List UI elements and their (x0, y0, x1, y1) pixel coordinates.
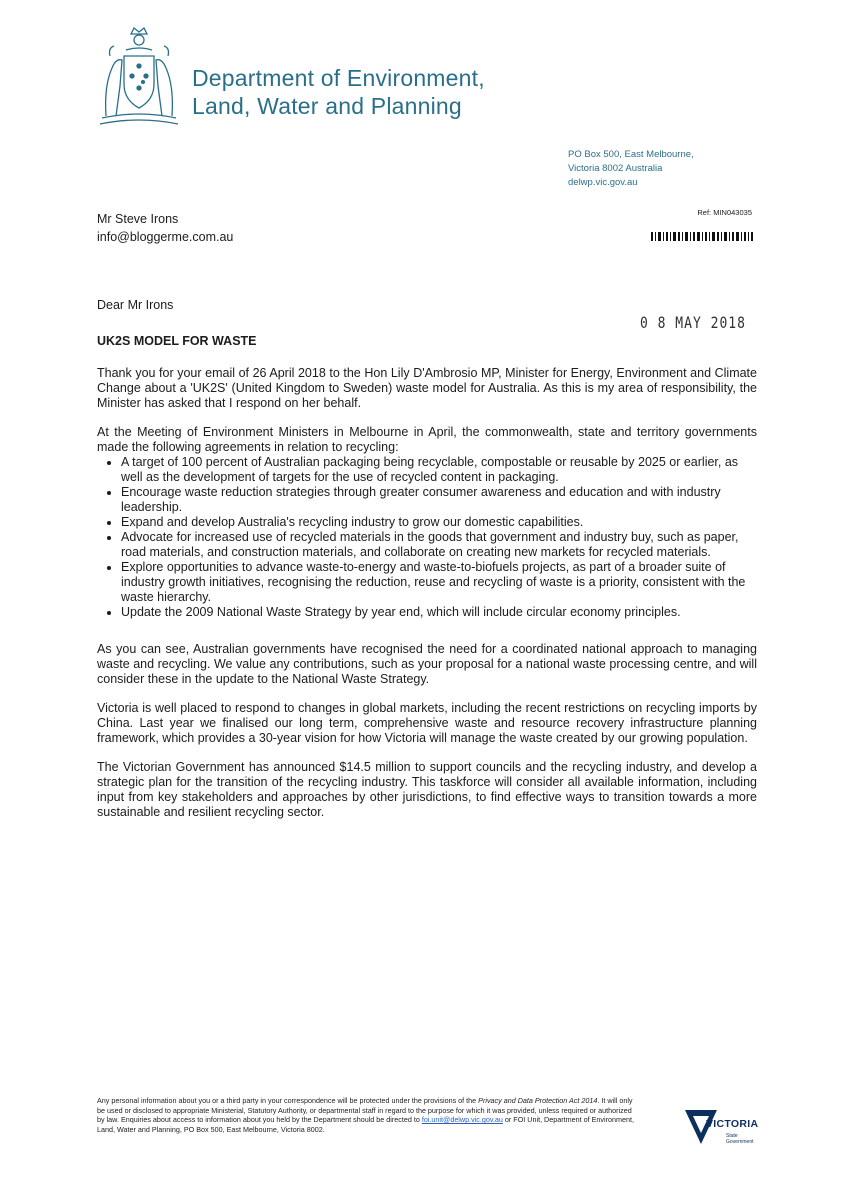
department-name (192, 64, 485, 120)
privacy-text-1: Any personal information about you or a third party in your correspondence will be protected under the provisions of the (97, 1096, 479, 1105)
logo-sub-line-2: Government (726, 1139, 754, 1145)
address-website: delwp.vic.gov.au (568, 177, 638, 188)
salutation: Dear Mr Irons (97, 298, 174, 312)
privacy-text-2: . It will only be used or disclosed to appropriate Ministerial, Statutory Authority, or departmental staff in regard to the purpose for which it was provided, unless required or authorized by law. Enquiries about access to information about you held by the Department should be directed to (97, 1096, 633, 1124)
body-paragraph-4: Victoria is well placed to respond to changes in global markets, including the recent restrictions on recycling imports by China. Last year we finalised our long term, comprehensive waste and resource recovery infrastructure planning framework, which provides a 30-year vision for how Victoria will manage the waste created by our growing population. (97, 701, 757, 745)
foi-email-link[interactable]: foi.unit@delwp.vic.gov.au (421, 1115, 503, 1124)
date-stamp: 0 8 MAY 2018 (640, 314, 746, 333)
department-address (568, 148, 694, 190)
list-item: • A target of 100 percent of Australian packaging being recyclable, compostable or reusable by 2025 or earlier, as well as the development of targets for the use of recycled content in packaging. (121, 455, 757, 485)
body-paragraph-2: At the Meeting of Environment Ministers in Melbourne in April, the commonwealth, state and territory governments made the following agreements in relation to recycling: (97, 425, 757, 454)
privacy-text-3: or FOI Unit, Department of Environment, Land, Water and Planning, PO Box 500, East Melbourne, Victoria 8002. (97, 1115, 634, 1134)
department-line-1: Department of Environment, (192, 65, 485, 91)
body-paragraph-3: As you can see, Australian governments have recognised the need for a coordinated national approach to managing waste and recycling. We value any contributions, such as your proposal for a national waste processing centre, and will consider these in the update to the National Waste Strategy. (97, 642, 757, 686)
recipient-block (97, 210, 233, 246)
barcode-icon (651, 232, 753, 241)
department-line-2: Land, Water and Planning (192, 93, 462, 119)
privacy-notice (97, 1096, 637, 1134)
letter-subject: UK2S MODEL FOR WASTE (97, 334, 257, 348)
address-line-1: PO Box 500, East Melbourne, (568, 149, 694, 160)
reference-number: Ref: MIN043035 (697, 208, 752, 217)
list-item: • Update the 2009 National Waste Strategy by year end, which will include circular economy principles. (121, 605, 757, 620)
logo-sub-line-1: State (726, 1133, 738, 1139)
privacy-act-name: Privacy and Data Protection Act 2014 (478, 1096, 598, 1105)
recipient-name: Mr Steve Irons (97, 212, 179, 226)
agreements-list (97, 455, 757, 620)
coat-of-arms-icon (96, 26, 182, 130)
letter-body (97, 366, 757, 834)
recipient-email: info@bloggerme.com.au (97, 230, 234, 244)
list-item: • Expand and develop Australia's recycling industry to grow our domestic capabilities. (121, 515, 757, 530)
list-item: • Advocate for increased use of recycled materials in the goods that government and industry buy, such as paper, road materials, and construction materials, and collaborate on creating new markets for recycled materials. (121, 530, 757, 560)
body-paragraph-1: Thank you for your email of 26 April 2018 to the Hon Lily D'Ambrosio MP, Minister for Energy, Environment and Climate Change about a 'UK2S' (United Kingdom to Sweden) waste model for Australia. As this is my area of responsibility, the Minister has asked that I respond on her behalf. (97, 366, 757, 410)
victoria-logo-subtitle (726, 1133, 754, 1145)
victoria-logo-word: VICTORIA (706, 1118, 759, 1130)
body-paragraph-5: The Victorian Government has announced $14.5 million to support councils and the recycling industry, and develop a strategic plan for the transition of the recycling industry. This taskforce will consider all available information, including input from key stakeholders and approaches by other jurisdictions, to find effective ways to transition towards a more sustainable and resilient recycling sector. (97, 760, 757, 819)
list-item: • Encourage waste reduction strategies through greater consumer awareness and education and with industry leadership. (121, 485, 757, 515)
address-line-2: Victoria 8002 Australia (568, 163, 663, 174)
list-item: • Explore opportunities to advance waste-to-energy and waste-to-biofuels projects, as part of a broader suite of industry growth initiatives, recognising the reduction, reuse and recycling of waste is a priority, consistent with the waste hierarchy. (121, 560, 757, 605)
